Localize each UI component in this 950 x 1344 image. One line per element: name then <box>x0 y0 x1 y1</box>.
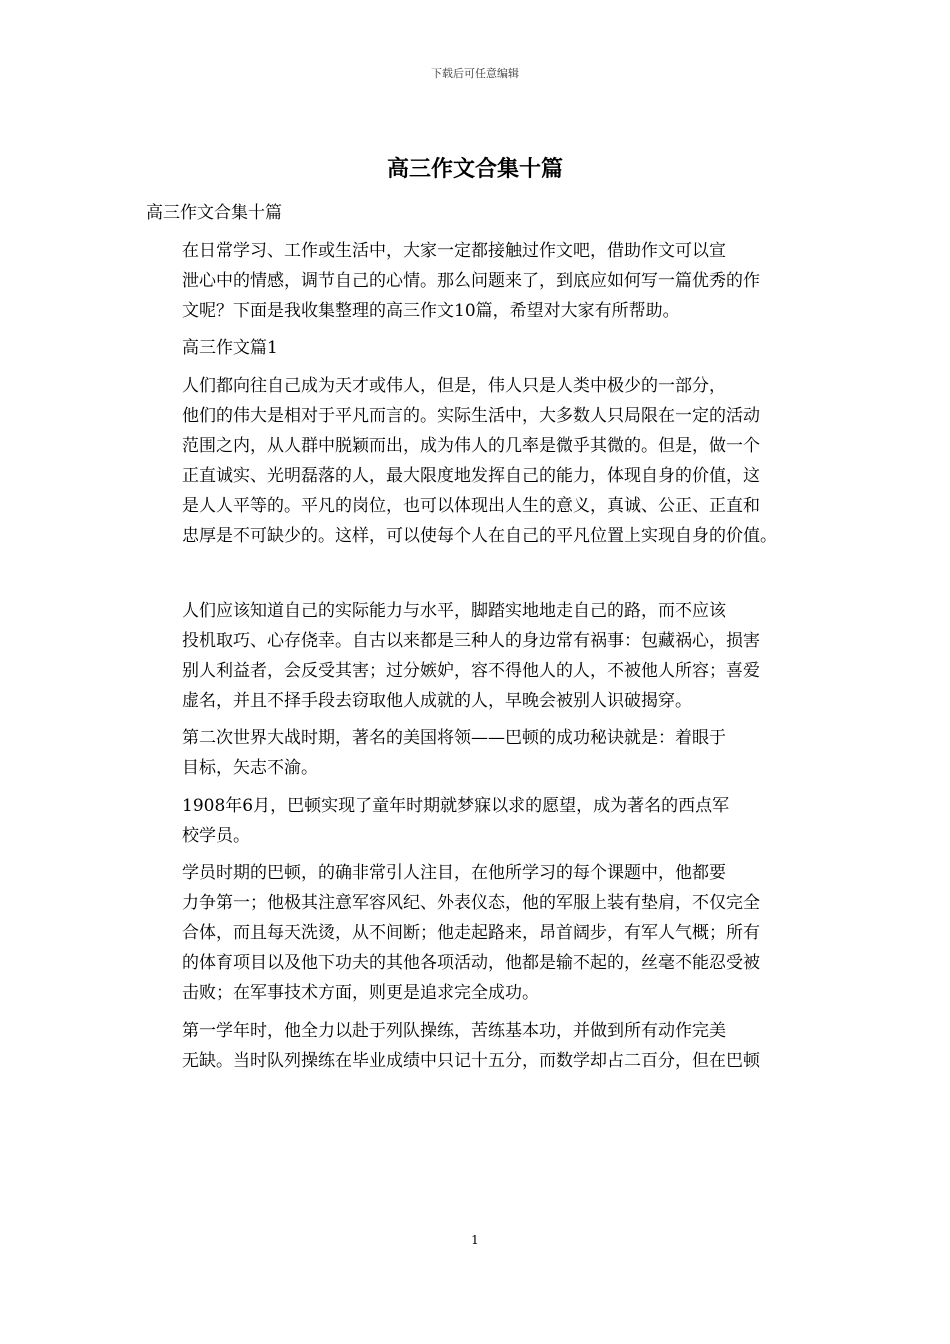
text-line: 泄心中的情感，调节自己的心情。那么问题来了，到底应如何写一篇优秀的作 <box>182 270 760 291</box>
text-line: 是人人平等的。平凡的岗位，也可以体现出人生的意义，真诚、公正、正直和 <box>182 495 760 516</box>
page-number: 1 <box>471 1233 479 1247</box>
text-line: 高三作文篇1 <box>182 338 278 358</box>
text-line: 正直诚实、光明磊落的人，最大限度地发挥自己的能力，体现自身的价值，这 <box>182 465 760 486</box>
body-paragraph <box>146 333 806 363</box>
body-paragraph <box>146 596 806 716</box>
body-paragraph <box>146 371 806 551</box>
text-line: 人们应该知道自己的实际能力与水平，脚踏实地地走自己的路，而不应该 <box>182 600 726 621</box>
text-line: 投机取巧、心存侥幸。自古以来都是三种人的身边常有祸事：包藏祸心，损害 <box>182 630 760 651</box>
body-paragraph <box>146 858 806 1008</box>
text-line: 别人利益者，会反受其害；过分嫉妒，容不得他人的人，不被他人所容；喜爱 <box>182 660 760 681</box>
text-line: 高三作文合集十篇 <box>146 203 282 223</box>
text-line: 忠厚是不可缺少的。这样，可以使每个人在自己的平凡位置上实现自身的价值。 <box>182 525 777 546</box>
text-line: 无缺。当时队列操练在毕业成绩中只记十五分，而数学却占二百分，但在巴顿 <box>182 1050 760 1071</box>
text-line: 1908年6月，巴顿实现了童年时期就梦寐以求的愿望，成为著名的西点军 <box>182 795 730 816</box>
text-line: 目标，矢志不渝。 <box>182 758 318 778</box>
body-paragraph <box>146 236 806 326</box>
text-line: 他们的伟大是相对于平凡而言的。实际生活中，大多数人只局限在一定的活动 <box>182 405 760 426</box>
body-paragraph <box>146 1016 806 1076</box>
page-header: 下载后可任意编辑 <box>431 67 519 80</box>
text-line: 第一学年时，他全力以赴于列队操练，苦练基本功，并做到所有动作完美 <box>182 1020 726 1041</box>
document-subtitle <box>146 198 806 228</box>
text-line: 校学员。 <box>182 825 250 846</box>
text-line: 的体育项目以及他下功夫的其他各项活动，他都是输不起的，丝毫不能忍受被 <box>182 953 760 973</box>
document-title: 高三作文合集十篇 <box>386 156 563 182</box>
text-line: 第二次世界大战时期，著名的美国将领——巴顿的成功秘诀就是：着眼于 <box>182 728 726 748</box>
text-line: 文呢？下面是我收集整理的高三作文10篇，希望对大家有所帮助。 <box>182 300 680 321</box>
text-line: 击败；在军事技术方面，则更是追求完全成功。 <box>182 983 539 1003</box>
document-body <box>146 198 806 1083</box>
text-line: 力争第一；他极其注意军容风纪、外表仪态，他的军服上装有垫肩，不仅完全 <box>182 893 760 913</box>
text-line: 学员时期的巴顿，的确非常引人注目，在他所学习的每个课题中，他都要 <box>182 863 726 883</box>
text-line: 合体，而且每天洗烫，从不间断；他走起路来，昂首阔步，有军人气概；所有 <box>182 923 760 943</box>
body-paragraph <box>146 723 806 783</box>
text-line: 虚名，并且不择手段去窃取他人成就的人，早晚会被别人识破揭穿。 <box>182 690 692 711</box>
text-line: 人们都向往自己成为天才或伟人，但是，伟人只是人类中极少的一部分， <box>182 375 726 396</box>
text-line: 在日常学习、工作或生活中，大家一定都接触过作文吧，借助作文可以宣 <box>182 240 726 261</box>
text-line: 范围之内，从人群中脱颖而出，成为伟人的几率是微乎其微的。但是，做一个 <box>182 435 760 456</box>
body-paragraph <box>146 791 806 851</box>
